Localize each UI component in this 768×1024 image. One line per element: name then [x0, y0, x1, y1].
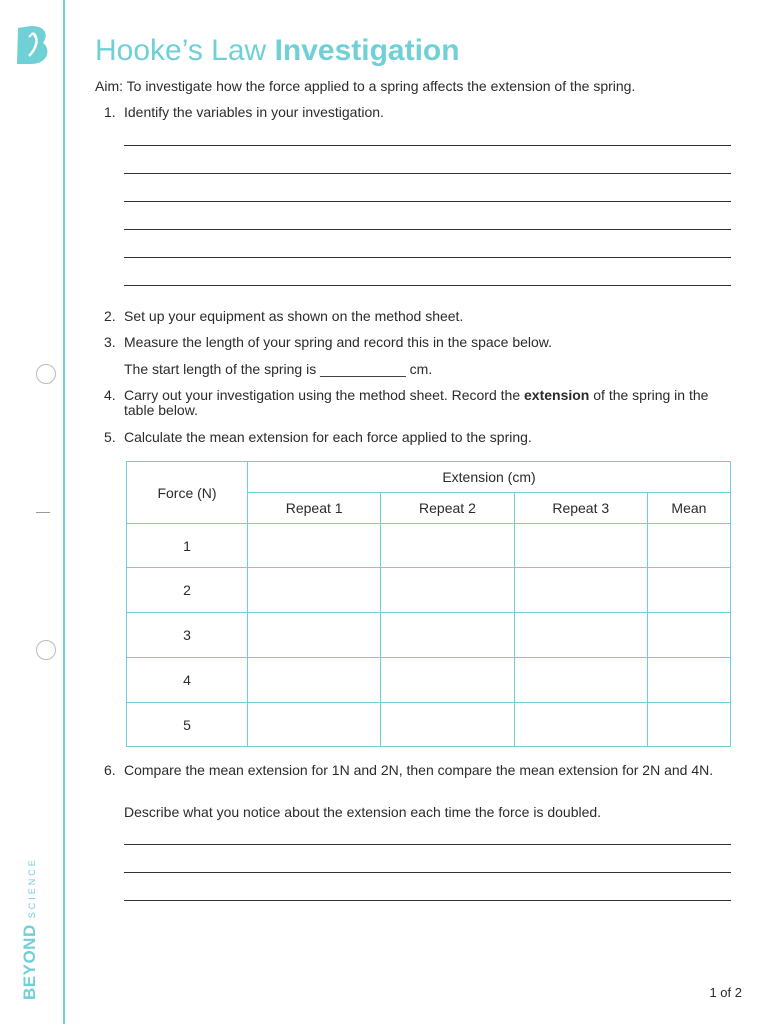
answer-line[interactable] — [124, 285, 731, 286]
aim-text: Aim: To investigate how the force applied to a spring affects the extension of the spring. — [95, 78, 636, 94]
answer-line[interactable] — [124, 229, 731, 230]
question-text: Compare the mean extension for 1N and 2N, then compare the mean extension for 2N and 4N. — [124, 762, 714, 778]
extension-header: Extension (cm) — [248, 462, 731, 493]
title-light: Hooke’s Law — [95, 34, 267, 67]
question-6-prompt: Describe what you notice about the extension each time the force is doubled. — [124, 804, 602, 820]
table-row — [127, 703, 731, 747]
table-cell[interactable] — [248, 524, 381, 568]
fold-mark — [36, 512, 50, 513]
question-number: 6. — [104, 762, 116, 778]
question-text-bold: extension — [524, 387, 590, 403]
table-cell[interactable] — [248, 613, 381, 658]
question-text: Identify the variables in your investigation. — [124, 104, 384, 120]
table-cell[interactable] — [514, 613, 647, 658]
results-table — [126, 461, 731, 747]
table-cell[interactable] — [647, 568, 730, 613]
question-text: Calculate the mean extension for each force applied to the spring. — [124, 429, 532, 445]
table-row — [127, 613, 731, 658]
start-length-unit: cm. — [405, 361, 433, 377]
answer-line[interactable] — [124, 173, 731, 174]
question-3 — [104, 335, 732, 350]
question-text: Set up your equipment as shown on the method sheet. — [124, 308, 464, 324]
page-number: 1 of 2 — [709, 985, 742, 1000]
start-length-blank[interactable]: ___________ — [320, 361, 406, 377]
punch-hole — [36, 364, 56, 384]
table-cell[interactable] — [381, 524, 514, 568]
start-length-line — [124, 361, 432, 377]
answer-line[interactable] — [124, 844, 731, 845]
question-5 — [104, 430, 732, 445]
table-cell[interactable] — [248, 658, 381, 703]
column-header: Mean — [647, 493, 730, 524]
question-1 — [104, 105, 732, 120]
table-cell[interactable] — [381, 658, 514, 703]
brand-beyond: BEYOND — [20, 924, 39, 1000]
answer-line[interactable] — [124, 145, 731, 146]
question-text — [124, 388, 732, 418]
answer-line[interactable] — [124, 201, 731, 202]
page-title — [95, 34, 460, 68]
force-value: 1 — [127, 524, 248, 568]
table-cell[interactable] — [647, 703, 730, 747]
answer-line[interactable] — [124, 900, 731, 901]
table-cell[interactable] — [381, 613, 514, 658]
margin-line — [63, 0, 65, 1024]
force-value: 5 — [127, 703, 248, 747]
question-text-part: Carry out your investigation using the method sheet. Record the — [124, 387, 524, 403]
start-length-label: The start length of the spring is — [124, 361, 321, 377]
force-value: 2 — [127, 568, 248, 613]
table-cell[interactable] — [381, 703, 514, 747]
table-cell[interactable] — [514, 703, 647, 747]
question-number: 2. — [104, 308, 116, 324]
beyond-logo-icon — [15, 24, 51, 66]
force-header: Force (N) — [127, 462, 248, 524]
table-row — [127, 568, 731, 613]
force-value: 4 — [127, 658, 248, 703]
table-cell[interactable] — [647, 658, 730, 703]
column-header: Repeat 3 — [514, 493, 647, 524]
force-value: 3 — [127, 613, 248, 658]
table-cell[interactable] — [248, 568, 381, 613]
brand-science: SCIENCE — [27, 857, 37, 919]
column-header: Repeat 2 — [381, 493, 514, 524]
table-cell[interactable] — [248, 703, 381, 747]
table-cell[interactable] — [647, 524, 730, 568]
table-cell[interactable] — [381, 568, 514, 613]
side-brand — [20, 857, 40, 1000]
question-text: Measure the length of your spring and record this in the space below. — [124, 334, 553, 350]
question-4 — [104, 388, 732, 418]
punch-hole — [36, 640, 56, 660]
table-cell[interactable] — [647, 613, 730, 658]
column-header: Repeat 1 — [248, 493, 381, 524]
table-cell[interactable] — [514, 658, 647, 703]
answer-line[interactable] — [124, 257, 731, 258]
table-cell[interactable] — [514, 568, 647, 613]
answer-line[interactable] — [124, 872, 731, 873]
question-text-part: of the spring in the table below. — [124, 387, 709, 418]
question-number: 3. — [104, 334, 116, 350]
table-header-row — [127, 462, 731, 493]
title-bold: Investigation — [274, 34, 460, 67]
question-number: 5. — [104, 429, 116, 445]
table-cell[interactable] — [514, 524, 647, 568]
question-number: 1. — [104, 104, 116, 120]
table-row — [127, 524, 731, 568]
question-6 — [104, 763, 732, 778]
table-row — [127, 658, 731, 703]
question-2 — [104, 309, 732, 324]
question-number: 4. — [104, 387, 116, 403]
